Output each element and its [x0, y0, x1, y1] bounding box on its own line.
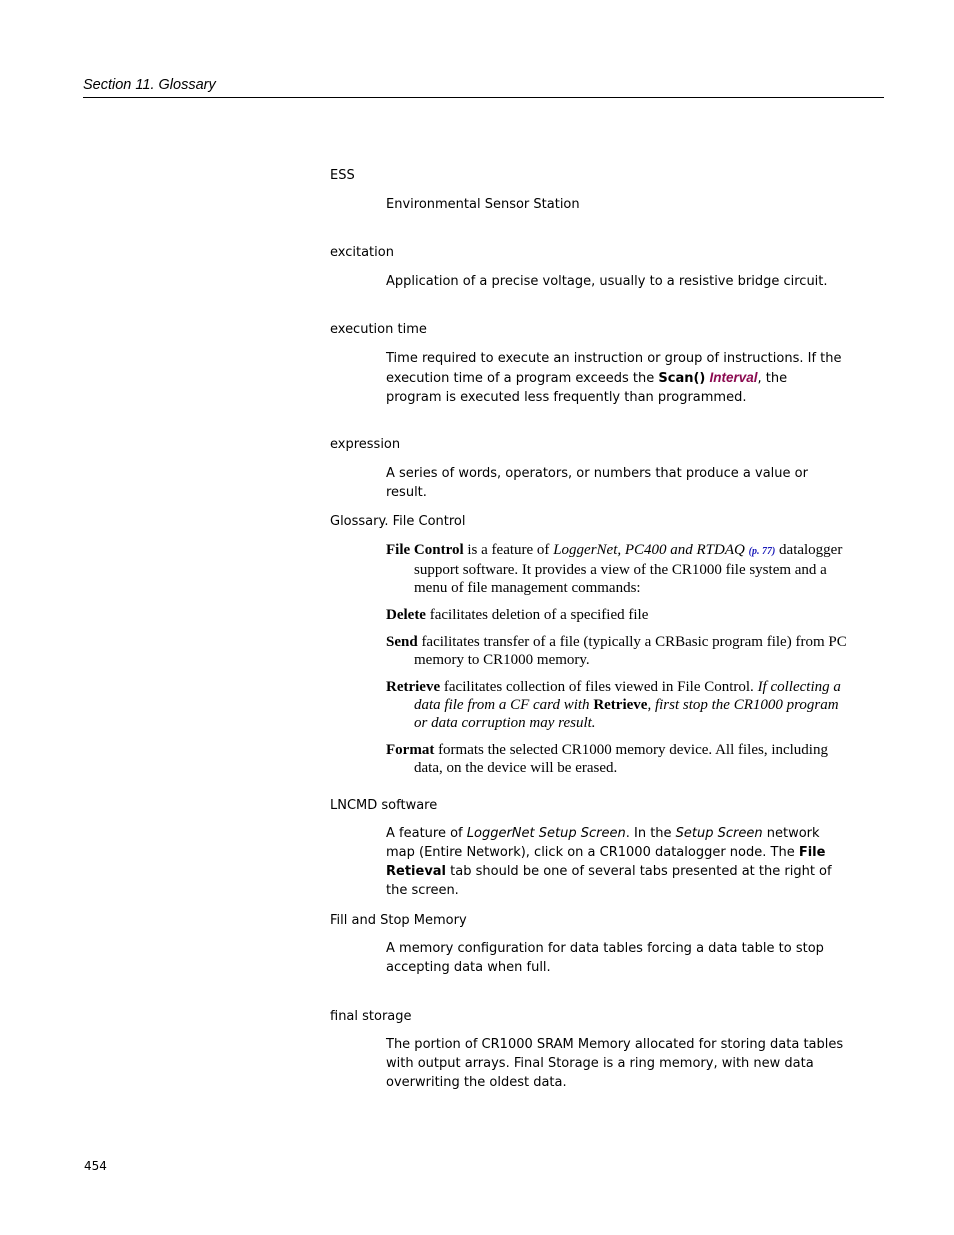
delete-label: Delete — [386, 607, 426, 623]
send-text: facilitates transfer of a file (typically a CRBasic program file) from PC memory to CR1000 memory. — [414, 634, 847, 668]
delete-item — [386, 606, 851, 624]
interval-parameter: Interval — [709, 370, 758, 385]
term-file-control: Glossary. File Control — [330, 514, 466, 529]
term-final-storage: final storage — [330, 1009, 412, 1024]
page-number: 454 — [84, 1159, 107, 1173]
definition-text: Time required to execute an instruction or group of instructions. If the execution time of a program exceeds the — [386, 351, 842, 386]
definition-ess: Environmental Sensor Station — [386, 197, 580, 212]
file-control-intro — [386, 541, 851, 597]
definition-excitation: Application of a precise voltage, usually to a resistive bridge circuit. — [386, 274, 828, 289]
format-text: formats the selected CR1000 memory device. All files, including data, on the device will be erased. — [414, 742, 828, 776]
page-header — [83, 76, 884, 98]
file-control-bold: File Control — [386, 542, 464, 558]
definition-text: A feature of — [386, 826, 467, 841]
setup-screen-name: LoggerNet Setup Screen — [466, 826, 626, 841]
definition-execution-time — [386, 349, 846, 407]
send-item — [386, 633, 851, 669]
retrieve-label-inline: Retrieve — [593, 697, 648, 713]
send-label: Send — [386, 634, 418, 650]
retrieve-item — [386, 678, 851, 732]
section-title: Section 11. Glossary — [83, 77, 216, 93]
retrieve-warning: , first stop the CR1000 program or data corruption may result. — [414, 697, 839, 731]
scan-instruction: Scan() — [658, 371, 706, 386]
term-ess: ESS — [330, 168, 355, 183]
term-execution-time: execution time — [330, 322, 427, 337]
software-names: LoggerNet, PC400 and RTDAQ — [553, 542, 745, 558]
definition-text: . In the — [625, 826, 676, 841]
term-fill-and-stop-memory: Fill and Stop Memory — [330, 913, 467, 928]
file-retrieval-tab-name: File Retieval — [386, 845, 826, 879]
term-expression: expression — [330, 437, 401, 452]
intro-text: datalogger support software. It provides a view of the CR1000 file system and a menu of file management commands: — [414, 542, 843, 596]
definition-fill-and-stop: A memory configuration for data tables forcing a data table to stop accepting data when full. — [386, 941, 824, 975]
intro-text: is a feature of — [463, 542, 554, 558]
definition-text: , the program is executed less frequently than programmed. — [386, 371, 788, 405]
definition-lncmd — [386, 824, 846, 900]
term-lncmd-software: LNCMD software — [330, 798, 438, 813]
retrieve-warning: If collecting a data file from a CF card with — [414, 679, 841, 713]
definition-file-control — [386, 541, 851, 777]
setup-screen-name: Setup Screen — [675, 826, 763, 841]
delete-text: facilitates deletion of a specified file — [425, 607, 649, 623]
format-item — [386, 741, 851, 777]
definition-text: tab should be one of several tabs presented at the right of the screen. — [386, 864, 832, 898]
definition-expression: A series of words, operators, or numbers that produce a value or result. — [386, 466, 808, 500]
definition-final-storage: The portion of CR1000 SRAM Memory allocated for storing data tables with output arrays. Final Storage is a ring memory, with new data overwriting the oldest data. — [386, 1037, 844, 1090]
page-reference-link[interactable]: (p. 77) — [748, 546, 776, 557]
format-label: Format — [386, 742, 435, 758]
definition-text: network map (Entire Network), click on a CR1000 datalogger node. The — [386, 826, 820, 860]
term-excitation: excitation — [330, 245, 394, 260]
retrieve-text: facilitates collection of files viewed in File Control. — [440, 679, 758, 695]
retrieve-label: Retrieve — [386, 679, 441, 695]
